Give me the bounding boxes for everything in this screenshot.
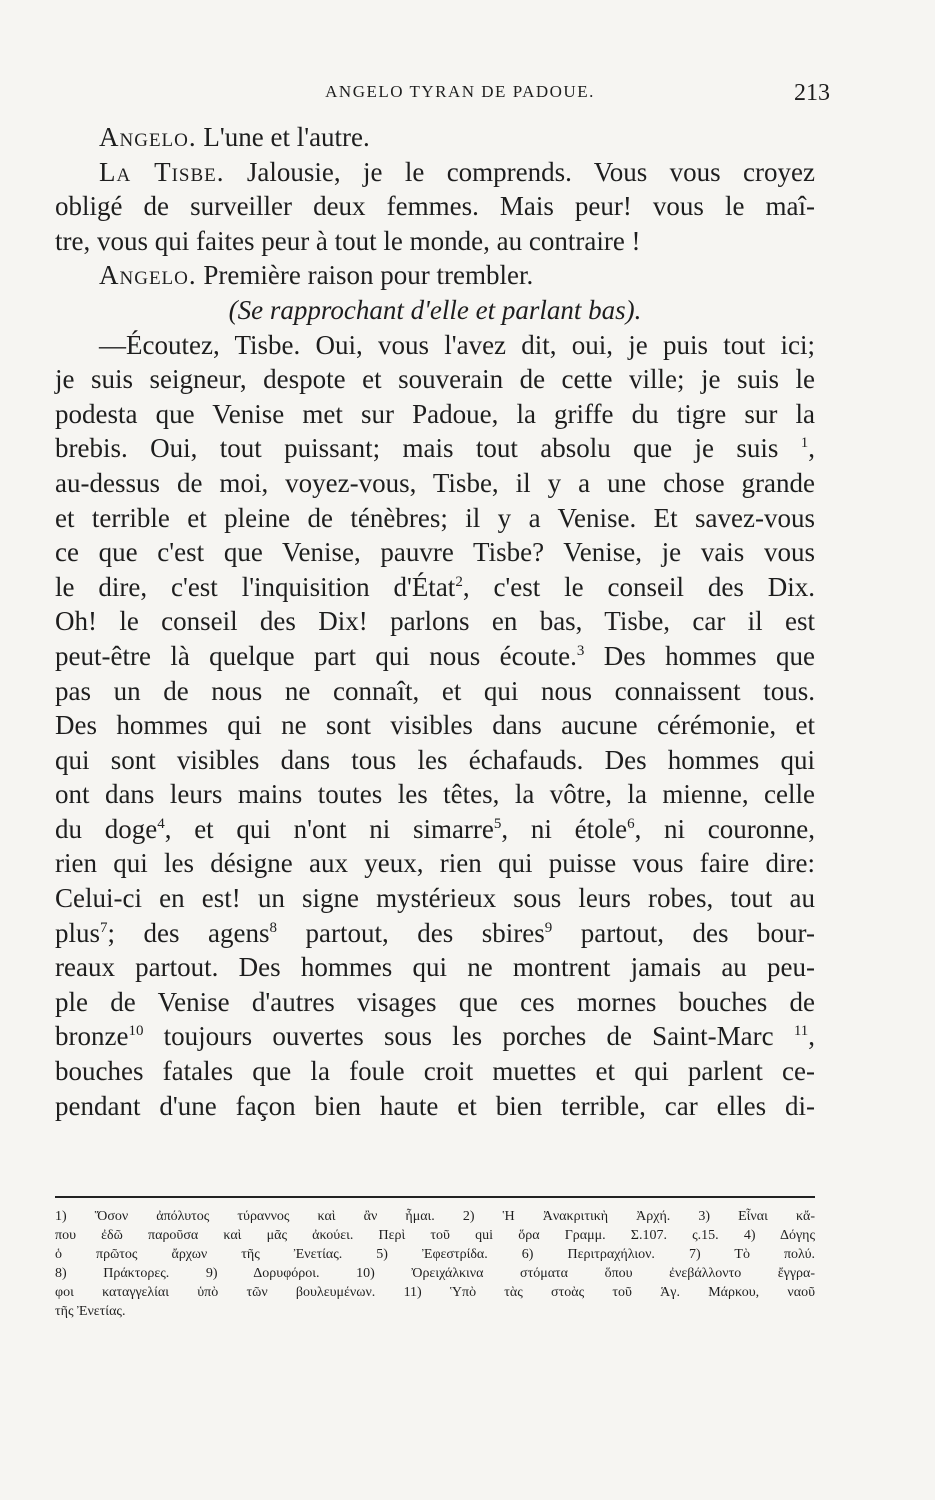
text-line: Oh! le conseil des Dix! parlons en bas, Tisbe, car il est xyxy=(55,606,815,637)
footnote-ref: 11 xyxy=(793,1023,809,1040)
text-line: Angelo. Première raison pour trembler. xyxy=(99,260,534,291)
footnotes xyxy=(55,1207,815,1321)
text-line: au-dessus de moi, voyez-vous, Tisbe, il y a une chose grande xyxy=(55,467,815,498)
text-line: le dire, c'est l'inquisition d'État$^2$, c'est le conseil des Dix. xyxy=(55,571,816,602)
footnote-line: ὁ πρῶτος ἄρχων τῆς Ἐνετίας. 5) Ἐφεστρίδα. 6) Περιτραχήλιον. 7) Τὸ πολύ. xyxy=(55,1247,816,1262)
text-line: et terrible et pleine de ténèbres; il y a Venise. Et savez-vous xyxy=(55,502,815,533)
speaker-name: Angelo. xyxy=(99,260,197,291)
text-line: obligé de surveiller deux femmes. Mais peur! vous le maî- xyxy=(55,191,815,222)
running-header: ANGELO TYRAN DE PADOUE. xyxy=(325,82,595,101)
footnote-ref: 8 xyxy=(269,919,278,936)
footnote-line: που ἐδῶ παροῦσα καὶ μᾶς ἀκούει. Περὶ τοῦ qui ὅρα Γραμμ. Σ.107. ς.15. 4) Δόγης xyxy=(55,1228,816,1243)
footnote-ref: 7 xyxy=(100,919,108,936)
text-line: rien qui les désigne aux yeux, rien qui puisse vous faire dire: xyxy=(55,848,815,879)
text-line: du doge$^4$, et qui n'ont ni simarre$^5$, ni étole$^6$, ni couronne, xyxy=(55,813,815,844)
text-line: plus$^7$; des agens$^8$ partout, des sbires$^9$ partout, des bour- xyxy=(55,917,815,948)
text-line: ce que c'est que Venise, pauvre Tisbe? Venise, je vais vous xyxy=(55,537,815,568)
text-line: Angelo. L'une et l'autre. xyxy=(99,122,370,152)
text-line: bronze$^{10}$ toujours ouvertes sous les porches de Saint-Marc $^{11}$, xyxy=(55,1021,816,1052)
stage-direction: (Se rapprochant d'elle et parlant bas). xyxy=(228,294,642,325)
text-line: Des hommes qui ne sont visibles dans aucune cérémonie, et xyxy=(55,710,815,741)
text-line: ple de Venise d'autres visages que ces mornes bouches de xyxy=(55,986,815,1017)
text-line: bouches fatales que la foule croit muettes et qui parlent ce- xyxy=(55,1056,815,1087)
footnote-line: τῆς Ἐνετίας. xyxy=(55,1304,126,1319)
text-line: brebis. Oui, tout puissant; mais tout absolu que je suis $^1$, xyxy=(55,433,816,464)
footnote-ref: 1 xyxy=(800,435,809,452)
footnote-ref: 2 xyxy=(455,573,463,590)
text-line: —Écoutez, Tisbe. Oui, vous l'avez dit, oui, je puis tout ici; xyxy=(99,329,815,360)
page-number: 213 xyxy=(794,80,830,106)
text-line: podesta que Venise met sur Padoue, la griffe du tigre sur la xyxy=(55,398,815,429)
main-text xyxy=(55,120,815,1123)
footnote-ref: 3 xyxy=(576,642,585,659)
footnote-ref: 9 xyxy=(544,919,553,936)
text-line: reaux partout. Des hommes qui ne montrent jamais au peu- xyxy=(55,952,815,983)
footnote-ref: 10 xyxy=(128,1023,144,1040)
footnote-line: 1) Ὅσον ἀπόλυτος τύραννος καὶ ἂν ἦμαι. 2) Ἡ Ἀνακριτικὴ Ἀρχή. 3) Εἶναι κἄ- xyxy=(55,1209,815,1224)
text-line: pas un de nous ne connaît, et qui nous connaissent tous. xyxy=(55,675,815,706)
text-line: La Tisbe. Jalousie, je le comprends. Vous vous croyez xyxy=(99,156,815,187)
speaker-name: Angelo. xyxy=(99,122,197,152)
footnote-ref: 5 xyxy=(493,815,502,832)
text-line: qui sont visibles dans tous les échafauds. Des hommes qui xyxy=(55,744,815,775)
text-line: ont dans leurs mains toutes les têtes, la vôtre, la mienne, celle xyxy=(55,779,815,810)
footnote-divider xyxy=(55,1196,815,1198)
text-line: Celui-ci en est! un signe mystérieux sous leurs robes, tout au xyxy=(55,883,815,914)
footnote-line: φοι καταγγελίαι ὑπὸ τῶν βουλευμένων. 11) Ὑπὸ τὰς στοὰς τοῦ Ἁγ. Μάρκου, ναοῦ xyxy=(55,1285,815,1300)
footnote-line: 8) Πράκτορες. 9) Δορυφόροι. 10) Ὀρειχάλκινα στόματα ὅπου ἐνεβάλλοντο ἔγγρα- xyxy=(55,1266,816,1281)
speaker-name: La Tisbe. xyxy=(99,156,225,187)
text-line: tre, vous qui faites peur à tout le monde, au contraire ! xyxy=(55,225,641,256)
footnote-ref: 4 xyxy=(157,815,165,832)
text-line: je suis seigneur, despote et souverain de cette ville; je suis le xyxy=(55,364,815,395)
text-line: pendant d'une façon bien haute et bien terrible, car elles di- xyxy=(55,1090,815,1121)
text-line: peut-être là quelque part qui nous écoute.$^3$ Des hommes que xyxy=(55,640,815,671)
footnote-ref: 6 xyxy=(627,815,635,832)
